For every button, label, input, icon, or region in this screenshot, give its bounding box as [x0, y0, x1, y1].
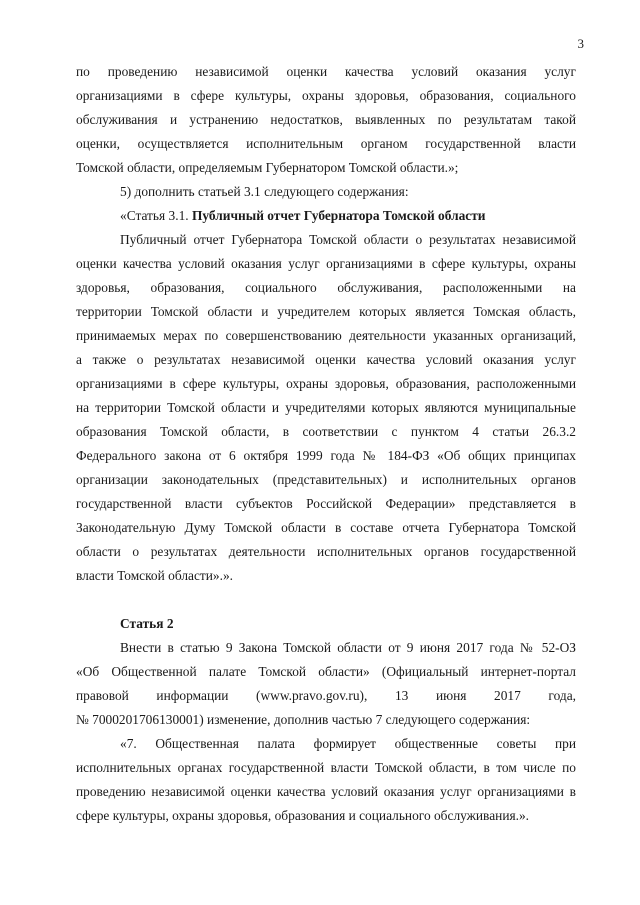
article-heading-prefix: «Статья 3.1. — [120, 208, 192, 223]
paragraph-line: исполнительных органах государственной власти Томской области, в том числе по — [76, 760, 576, 775]
paragraph-line: сфере культуры, охраны здоровья, образования и социального обслуживания.». — [76, 808, 530, 823]
page-number: 3 — [577, 36, 584, 51]
paragraph-line: «7. Общественная палата формирует общественные советы при — [120, 736, 576, 751]
paragraph-line: организациями в сфере культуры, охраны здоровья, образования, социального — [76, 88, 576, 103]
paragraph-line: здоровья, образования, социального обслуживания, расположенными на — [76, 280, 576, 295]
paragraph-line: проведению независимой оценки качества условий оказания услуг организациями в — [76, 784, 576, 799]
list-item-5: 5) дополнить статьей 3.1 следующего содержания: — [120, 184, 409, 199]
paragraph-line: Томской области, определяемым Губернатором Томской области.»; — [76, 160, 459, 175]
article-heading-title: Публичный отчет Губернатора Томской области — [191, 208, 486, 223]
paragraph-line: власти Томской области».». — [76, 568, 233, 583]
article-2-heading: Статья 2 — [120, 616, 174, 631]
paragraph-line: а также о результатах независимой оценки качества условий оказания услуг — [76, 352, 576, 367]
paragraph-line: образования Томской области, в соответствии с пунктом 4 статьи 26.3.2 — [76, 424, 576, 439]
paragraph-line: Публичный отчет Губернатора Томской области о результатах независимой — [120, 232, 576, 247]
paragraph-line: оценки качества условий оказания услуг организациями в сфере культуры, охраны — [76, 256, 576, 271]
paragraph-line: области о результатах деятельности исполнительных органов государственной — [76, 544, 576, 559]
paragraph-line: по проведению независимой оценки качества условий оказания услуг — [76, 64, 576, 79]
article-3-1-heading — [120, 208, 576, 224]
paragraph-line: № 7000201706130001) изменение, дополнив частью 7 следующего содержания: — [76, 712, 531, 727]
paragraph-line: территории Томской области и учредителем которых является Томская область, — [76, 304, 576, 319]
paragraph-line: правовой информации (www.pravo.gov.ru), 13 июня 2017 года, — [76, 688, 576, 703]
paragraph-line: организации законодательных (представительных) и исполнительных органов — [76, 472, 576, 487]
paragraph-line: принимаемых мерах по совершенствованию деятельности указанных организаций, — [76, 328, 576, 343]
paragraph-line: «Об Общественной палате Томской области» (Официальный интернет-портал — [76, 664, 576, 679]
paragraph-line: на территории Томской области и учредителями которых являются муниципальные — [76, 400, 576, 415]
paragraph-line: Внести в статью 9 Закона Томской области от 9 июня 2017 года № 52-ОЗ — [120, 640, 576, 655]
paragraph-line: Федерального закона от 6 октября 1999 года № 184-ФЗ «Об общих принципах — [76, 448, 576, 463]
paragraph-line: организациями в сфере культуры, охраны здоровья, образования, расположенными — [76, 376, 576, 391]
paragraph-line: Законодательную Думу Томской области в составе отчета Губернатора Томской — [76, 520, 576, 535]
paragraph-line: обслуживания и устранению недостатков, выявленных по результатам такой — [76, 112, 576, 127]
paragraph-line: оценки, осуществляется исполнительным органом государственной власти — [76, 136, 576, 151]
paragraph-line: государственной власти субъектов Российской Федерации» представляется в — [76, 496, 576, 511]
